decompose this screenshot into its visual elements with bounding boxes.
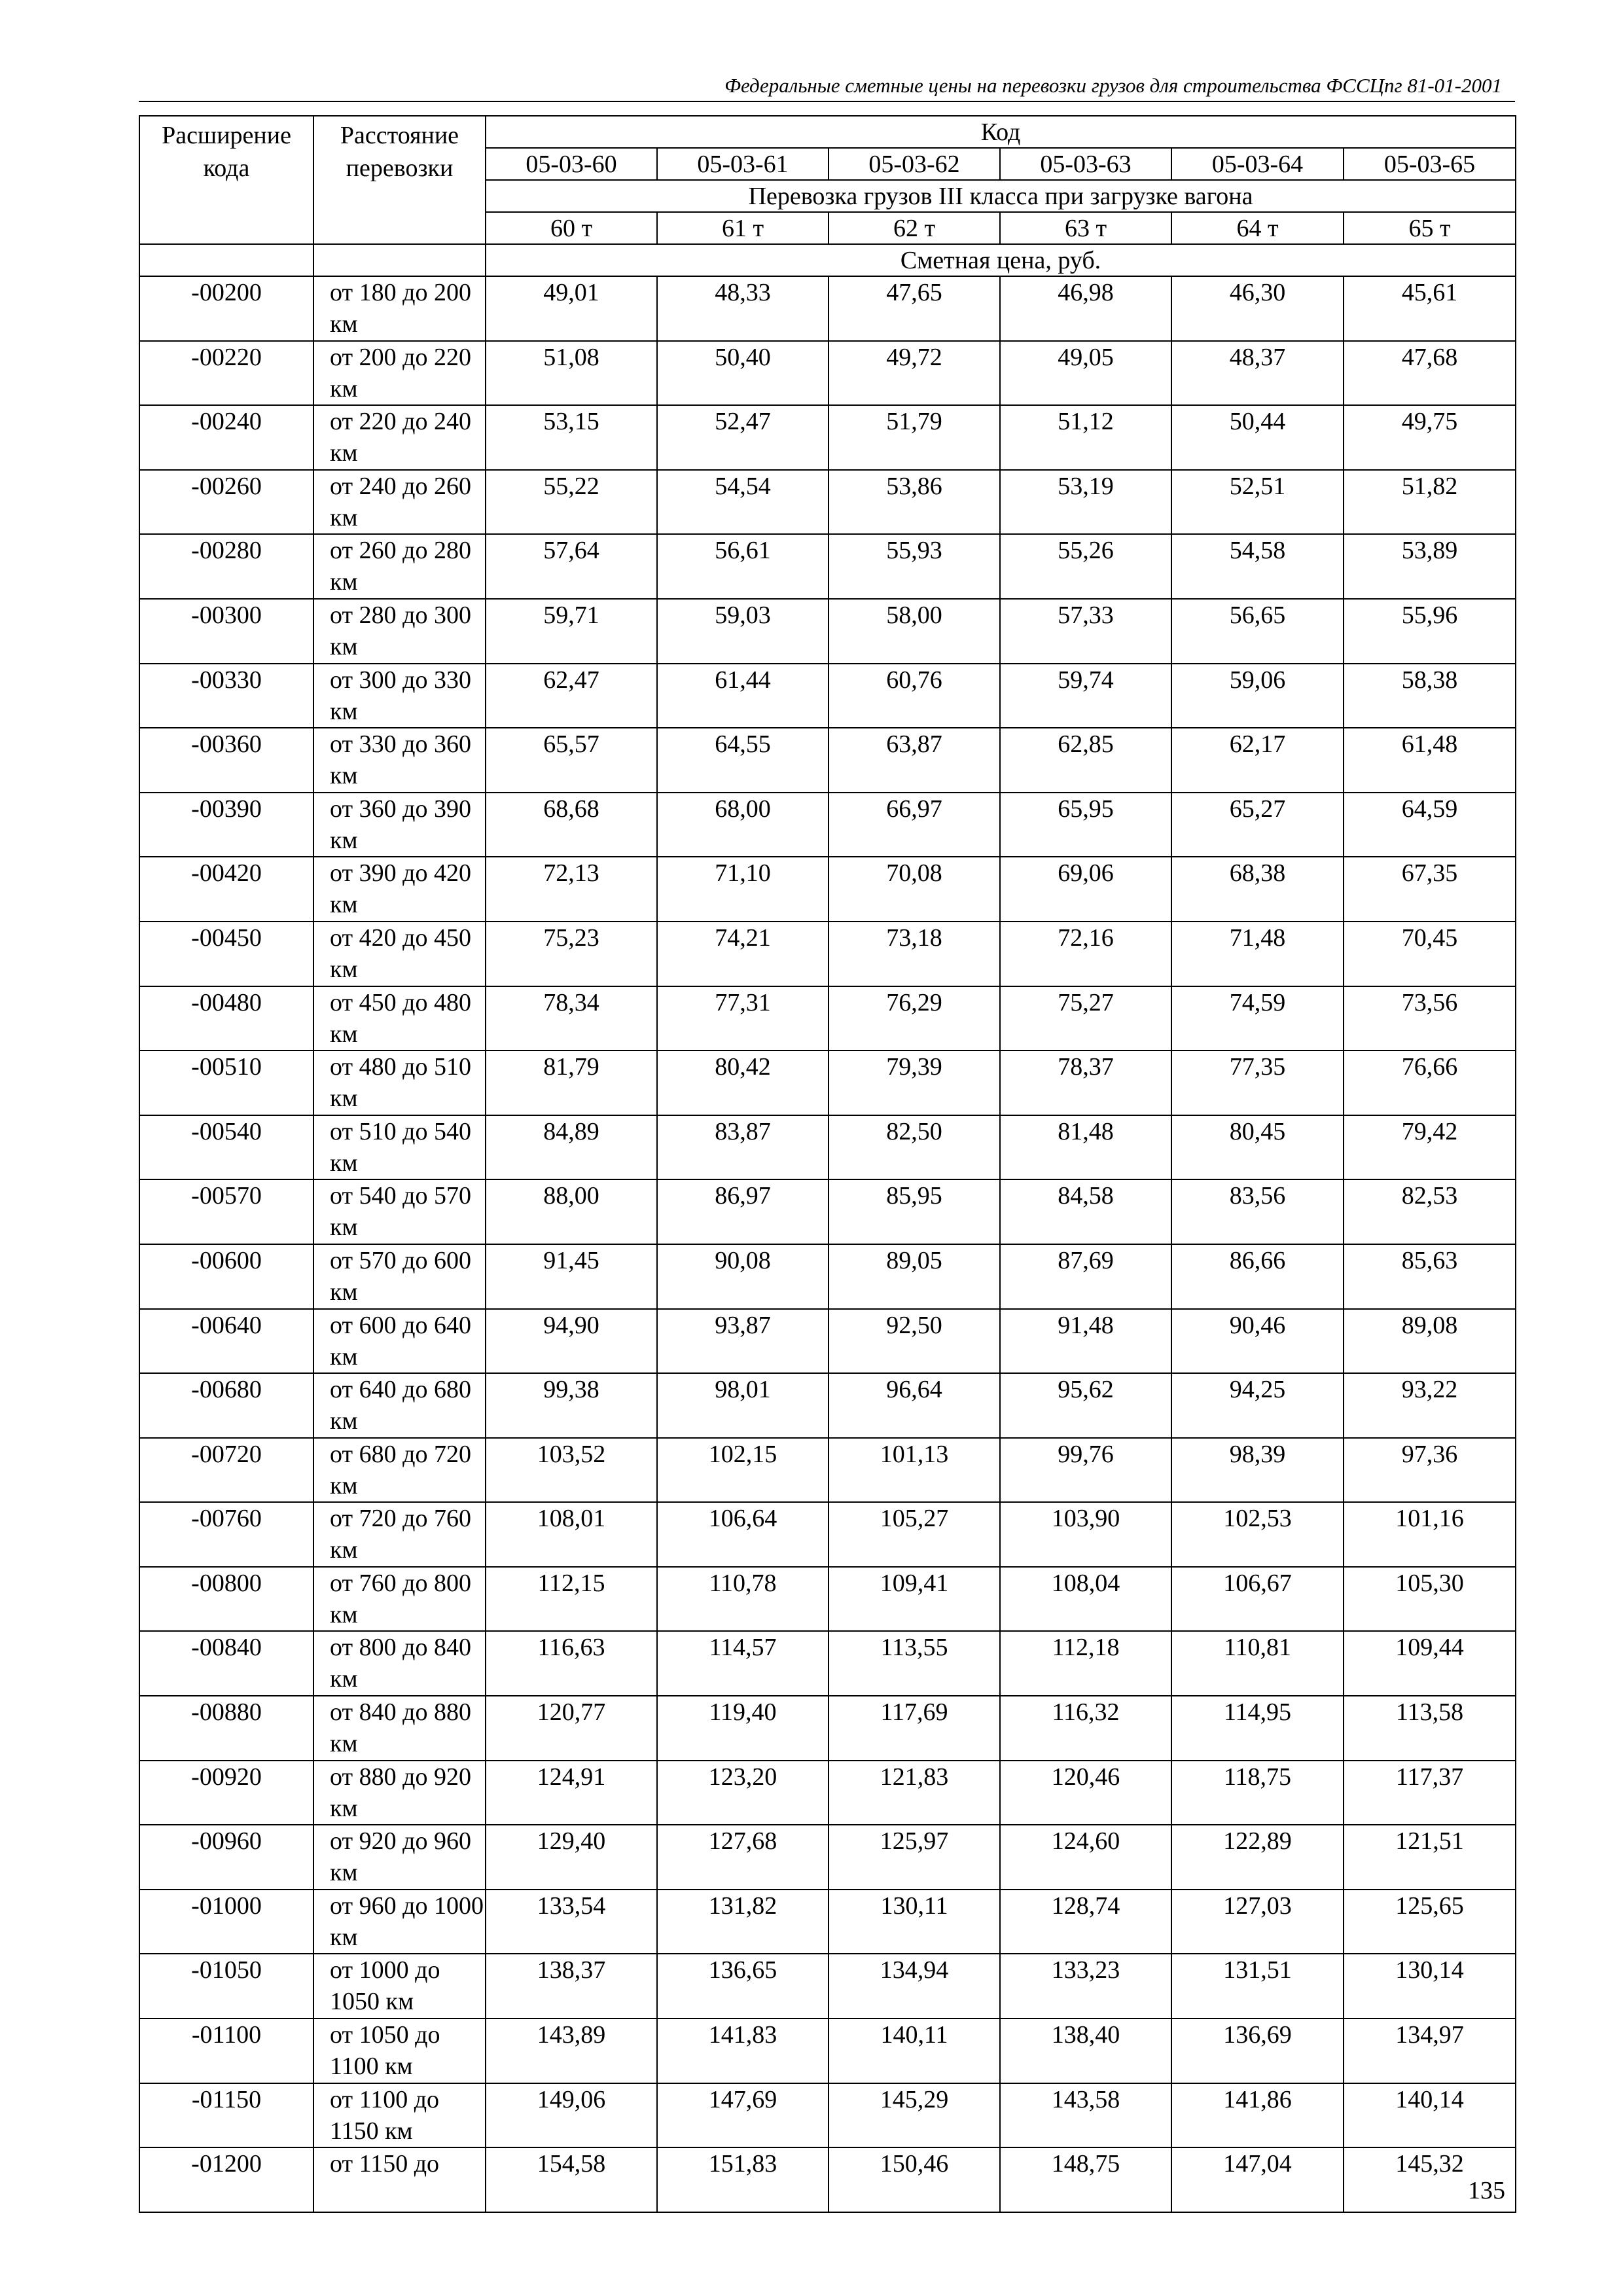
ext-cell: -00220 (139, 341, 313, 406)
distance-cell: от 570 до 600 км (313, 1244, 486, 1309)
header-rule (139, 101, 1515, 102)
price-cell: 108,04 (1000, 1567, 1171, 1632)
price-cell: 112,18 (1000, 1631, 1171, 1696)
distance-cell: от 880 до 920 км (313, 1761, 486, 1825)
price-cell: 86,66 (1171, 1244, 1344, 1309)
distance-cell: от 240 до 260 км (313, 470, 486, 535)
price-cell: 70,45 (1344, 922, 1516, 986)
distance-cell: от 200 до 220 км (313, 341, 486, 406)
price-cell: 121,83 (829, 1761, 1000, 1825)
code-cell: 05-03-61 (657, 148, 829, 180)
ext-cell: -00680 (139, 1373, 313, 1438)
price-header: Сметная цена, руб. (486, 244, 1516, 276)
ext-cell: -00510 (139, 1050, 313, 1115)
price-cell: 55,22 (486, 470, 657, 535)
price-cell: 63,87 (829, 728, 1000, 793)
price-cell: 98,01 (657, 1373, 829, 1438)
price-cell: 88,00 (486, 1179, 657, 1244)
price-cell: 130,11 (829, 1890, 1000, 1954)
distance-cell: от 960 до 1000 км (313, 1890, 486, 1954)
price-cell: 65,95 (1000, 793, 1171, 857)
table-row (139, 986, 1516, 1051)
price-cell: 48,33 (657, 276, 829, 341)
ext-cell: -01200 (139, 2147, 313, 2212)
ext-cell: -01150 (139, 2083, 313, 2148)
price-cell: 76,29 (829, 986, 1000, 1051)
price-cell: 143,89 (486, 2018, 657, 2083)
distance-cell: от 1000 до 1050 км (313, 1954, 486, 2018)
price-cell: 73,18 (829, 922, 1000, 986)
distance-cell: от 600 до 640 км (313, 1309, 486, 1374)
ext-cell: -00960 (139, 1825, 313, 1890)
price-cell: 49,01 (486, 276, 657, 341)
price-cell: 151,83 (657, 2147, 829, 2212)
table-row (139, 2147, 1516, 2212)
distance-cell: от 1150 до (313, 2147, 486, 2212)
price-cell: 71,48 (1171, 922, 1344, 986)
header-row-code (139, 116, 1516, 148)
price-cell: 125,65 (1344, 1890, 1516, 1954)
header-row-price (139, 244, 1516, 276)
table-row (139, 1567, 1516, 1632)
price-cell: 105,27 (829, 1502, 1000, 1567)
price-cell: 79,39 (829, 1050, 1000, 1115)
table-row (139, 1631, 1516, 1696)
distance-cell: от 1100 до 1150 км (313, 2083, 486, 2148)
distance-cell: от 480 до 510 км (313, 1050, 486, 1115)
ext-cell: -00420 (139, 857, 313, 922)
distance-cell: от 680 до 720 км (313, 1438, 486, 1503)
table-row (139, 1244, 1516, 1309)
table-row (139, 1890, 1516, 1954)
price-cell: 78,34 (486, 986, 657, 1051)
price-cell: 83,56 (1171, 1179, 1344, 1244)
price-cell: 143,58 (1000, 2083, 1171, 2148)
table-row (139, 2083, 1516, 2148)
price-cell: 141,86 (1171, 2083, 1344, 2148)
ext-cell: -01100 (139, 2018, 313, 2083)
price-cell: 47,68 (1344, 341, 1516, 406)
ext-cell: -00280 (139, 534, 313, 599)
price-cell: 68,38 (1171, 857, 1344, 922)
price-cell: 123,20 (657, 1761, 829, 1825)
ext-header: Расширение кода (139, 116, 313, 244)
price-cell: 90,46 (1171, 1309, 1344, 1374)
price-cell: 81,48 (1000, 1115, 1171, 1180)
price-cell: 49,75 (1344, 405, 1516, 470)
table-row (139, 1696, 1516, 1761)
price-cell: 58,38 (1344, 664, 1516, 728)
table-row (139, 341, 1516, 406)
price-cell: 133,23 (1000, 1954, 1171, 2018)
distance-cell: от 800 до 840 км (313, 1631, 486, 1696)
price-cell: 97,36 (1344, 1438, 1516, 1503)
price-cell: 145,32 (1344, 2147, 1516, 2212)
price-cell: 84,58 (1000, 1179, 1171, 1244)
code-cell: 05-03-63 (1000, 148, 1171, 180)
price-cell: 53,89 (1344, 534, 1516, 599)
price-cell: 62,47 (486, 664, 657, 728)
ext-cell: -00880 (139, 1696, 313, 1761)
distance-cell: от 720 до 760 км (313, 1502, 486, 1567)
price-cell: 55,93 (829, 534, 1000, 599)
price-cell: 75,27 (1000, 986, 1171, 1051)
price-cell: 101,13 (829, 1438, 1000, 1503)
price-cell: 109,44 (1344, 1631, 1516, 1696)
price-cell: 53,86 (829, 470, 1000, 535)
distance-cell: от 180 до 200 км (313, 276, 486, 341)
distance-cell: от 390 до 420 км (313, 857, 486, 922)
ext-cell: -00240 (139, 405, 313, 470)
price-cell: 53,19 (1000, 470, 1171, 535)
price-cell: 128,74 (1000, 1890, 1171, 1954)
price-cell: 138,37 (486, 1954, 657, 2018)
price-cell: 56,61 (657, 534, 829, 599)
price-cell: 89,05 (829, 1244, 1000, 1309)
table-row (139, 276, 1516, 341)
header-spacer (139, 244, 313, 276)
ext-cell: -00200 (139, 276, 313, 341)
price-cell: 57,64 (486, 534, 657, 599)
price-cell: 51,12 (1000, 405, 1171, 470)
price-cell: 112,15 (486, 1567, 657, 1632)
price-cell: 45,61 (1344, 276, 1516, 341)
distance-cell: от 260 до 280 км (313, 534, 486, 599)
price-cell: 119,40 (657, 1696, 829, 1761)
ext-cell: -00600 (139, 1244, 313, 1309)
price-cell: 140,14 (1344, 2083, 1516, 2148)
price-cell: 129,40 (486, 1825, 657, 1890)
price-cell: 105,30 (1344, 1567, 1516, 1632)
load-cell: 60 т (486, 212, 657, 244)
price-cell: 127,68 (657, 1825, 829, 1890)
distance-cell: от 920 до 960 км (313, 1825, 486, 1890)
price-cell: 54,58 (1171, 534, 1344, 599)
price-cell: 133,54 (486, 1890, 657, 1954)
price-cell: 74,59 (1171, 986, 1344, 1051)
price-cell: 61,48 (1344, 728, 1516, 793)
table-row (139, 1179, 1516, 1244)
price-cell: 93,22 (1344, 1373, 1516, 1438)
price-cell: 110,81 (1171, 1631, 1344, 1696)
price-cell: 46,30 (1171, 276, 1344, 341)
table-row (139, 470, 1516, 535)
table-row (139, 534, 1516, 599)
code-cell: 05-03-60 (486, 148, 657, 180)
price-cell: 80,45 (1171, 1115, 1344, 1180)
price-cell: 94,25 (1171, 1373, 1344, 1438)
price-cell: 68,68 (486, 793, 657, 857)
price-cell: 73,56 (1344, 986, 1516, 1051)
price-cell: 113,58 (1344, 1696, 1516, 1761)
price-cell: 108,01 (486, 1502, 657, 1567)
price-cell: 51,79 (829, 405, 1000, 470)
price-cell: 130,14 (1344, 1954, 1516, 2018)
price-cell: 124,91 (486, 1761, 657, 1825)
ext-cell: -00570 (139, 1179, 313, 1244)
price-cell: 83,87 (657, 1115, 829, 1180)
price-cell: 77,31 (657, 986, 829, 1051)
price-cell: 59,06 (1171, 664, 1344, 728)
price-cell: 74,21 (657, 922, 829, 986)
table-row (139, 405, 1516, 470)
price-cell: 66,97 (829, 793, 1000, 857)
price-cell: 65,57 (486, 728, 657, 793)
page-number: 135 (1468, 2177, 1505, 2204)
code-cell: 05-03-62 (829, 148, 1000, 180)
price-cell: 75,23 (486, 922, 657, 986)
load-cell: 63 т (1000, 212, 1171, 244)
price-cell: 82,53 (1344, 1179, 1516, 1244)
price-cell: 77,35 (1171, 1050, 1344, 1115)
table-row (139, 793, 1516, 857)
price-cell: 145,29 (829, 2083, 1000, 2148)
price-cell: 59,74 (1000, 664, 1171, 728)
price-cell: 53,15 (486, 405, 657, 470)
header-spacer (313, 244, 486, 276)
price-cell: 55,96 (1344, 599, 1516, 664)
table-row (139, 1825, 1516, 1890)
price-cell: 57,33 (1000, 599, 1171, 664)
price-cell: 62,85 (1000, 728, 1171, 793)
table-row (139, 1373, 1516, 1438)
ext-cell: -00450 (139, 922, 313, 986)
price-cell: 95,62 (1000, 1373, 1171, 1438)
price-cell: 147,04 (1171, 2147, 1344, 2212)
price-cell: 61,44 (657, 664, 829, 728)
table-header (139, 116, 1516, 276)
price-cell: 134,94 (829, 1954, 1000, 2018)
price-cell: 117,37 (1344, 1761, 1516, 1825)
price-cell: 50,40 (657, 341, 829, 406)
table-row (139, 1761, 1516, 1825)
distance-cell: от 760 до 800 км (313, 1567, 486, 1632)
ext-cell: -00920 (139, 1761, 313, 1825)
price-cell: 116,63 (486, 1631, 657, 1696)
price-cell: 131,82 (657, 1890, 829, 1954)
distance-cell: от 1050 до 1100 км (313, 2018, 486, 2083)
price-cell: 109,41 (829, 1567, 1000, 1632)
price-cell: 65,27 (1171, 793, 1344, 857)
distance-cell: от 510 до 540 км (313, 1115, 486, 1180)
ext-cell: -00330 (139, 664, 313, 728)
price-cell: 72,16 (1000, 922, 1171, 986)
price-cell: 76,66 (1344, 1050, 1516, 1115)
load-cell: 61 т (657, 212, 829, 244)
price-cell: 136,69 (1171, 2018, 1344, 2083)
table-row (139, 1502, 1516, 1567)
price-cell: 89,08 (1344, 1309, 1516, 1374)
price-cell: 114,95 (1171, 1696, 1344, 1761)
price-cell: 84,89 (486, 1115, 657, 1180)
distance-cell: от 330 до 360 км (313, 728, 486, 793)
price-cell: 148,75 (1000, 2147, 1171, 2212)
price-cell: 117,69 (829, 1696, 1000, 1761)
ext-cell: -00260 (139, 470, 313, 535)
price-cell: 51,08 (486, 341, 657, 406)
load-cell: 62 т (829, 212, 1000, 244)
price-cell: 49,05 (1000, 341, 1171, 406)
price-cell: 69,06 (1000, 857, 1171, 922)
ext-cell: -00640 (139, 1309, 313, 1374)
price-cell: 120,46 (1000, 1761, 1171, 1825)
price-cell: 131,51 (1171, 1954, 1344, 2018)
price-cell: 91,48 (1000, 1309, 1171, 1374)
price-cell: 124,60 (1000, 1825, 1171, 1890)
dist-header: Расстояние перевозки (313, 116, 486, 244)
price-cell: 52,51 (1171, 470, 1344, 535)
price-cell: 96,64 (829, 1373, 1000, 1438)
price-cell: 86,97 (657, 1179, 829, 1244)
price-cell: 55,26 (1000, 534, 1171, 599)
price-cell: 50,44 (1171, 405, 1344, 470)
ext-cell: -00840 (139, 1631, 313, 1696)
price-table (139, 115, 1516, 2213)
price-cell: 59,71 (486, 599, 657, 664)
cargo-header: Перевозка грузов III класса при загрузке вагона (486, 180, 1516, 212)
price-cell: 102,15 (657, 1438, 829, 1503)
price-cell: 138,40 (1000, 2018, 1171, 2083)
price-cell: 140,11 (829, 2018, 1000, 2083)
price-cell: 120,77 (486, 1696, 657, 1761)
price-cell: 62,17 (1171, 728, 1344, 793)
ext-cell: -00760 (139, 1502, 313, 1567)
price-cell: 85,95 (829, 1179, 1000, 1244)
table-row (139, 857, 1516, 922)
distance-cell: от 220 до 240 км (313, 405, 486, 470)
price-cell: 54,54 (657, 470, 829, 535)
price-cell: 92,50 (829, 1309, 1000, 1374)
price-cell: 51,82 (1344, 470, 1516, 535)
ext-cell: -00360 (139, 728, 313, 793)
ext-cell: -00540 (139, 1115, 313, 1180)
price-cell: 125,97 (829, 1825, 1000, 1890)
price-cell: 52,47 (657, 405, 829, 470)
price-cell: 94,90 (486, 1309, 657, 1374)
distance-cell: от 360 до 390 км (313, 793, 486, 857)
table-row (139, 1050, 1516, 1115)
price-cell: 141,83 (657, 2018, 829, 2083)
price-cell: 64,59 (1344, 793, 1516, 857)
ext-cell: -01000 (139, 1890, 313, 1954)
price-cell: 134,97 (1344, 2018, 1516, 2083)
distance-cell: от 450 до 480 км (313, 986, 486, 1051)
price-cell: 68,00 (657, 793, 829, 857)
price-cell: 113,55 (829, 1631, 1000, 1696)
price-cell: 72,13 (486, 857, 657, 922)
price-cell: 106,67 (1171, 1567, 1344, 1632)
price-cell: 154,58 (486, 2147, 657, 2212)
price-cell: 114,57 (657, 1631, 829, 1696)
price-cell: 93,87 (657, 1309, 829, 1374)
ext-cell: -00300 (139, 599, 313, 664)
price-cell: 79,42 (1344, 1115, 1516, 1180)
price-cell: 48,37 (1171, 341, 1344, 406)
price-cell: 47,65 (829, 276, 1000, 341)
price-cell: 110,78 (657, 1567, 829, 1632)
table-row (139, 1115, 1516, 1180)
code-cell: 05-03-65 (1344, 148, 1516, 180)
price-cell: 56,65 (1171, 599, 1344, 664)
distance-cell: от 840 до 880 км (313, 1696, 486, 1761)
price-cell: 67,35 (1344, 857, 1516, 922)
ext-cell: -00800 (139, 1567, 313, 1632)
price-cell: 82,50 (829, 1115, 1000, 1180)
price-cell: 99,76 (1000, 1438, 1171, 1503)
price-cell: 70,08 (829, 857, 1000, 922)
ext-cell: -00720 (139, 1438, 313, 1503)
table-row (139, 2018, 1516, 2083)
price-cell: 118,75 (1171, 1761, 1344, 1825)
price-cell: 106,64 (657, 1502, 829, 1567)
price-cell: 60,76 (829, 664, 1000, 728)
distance-cell: от 540 до 570 км (313, 1179, 486, 1244)
price-cell: 121,51 (1344, 1825, 1516, 1890)
ext-cell: -00480 (139, 986, 313, 1051)
ext-cell: -00390 (139, 793, 313, 857)
price-cell: 59,03 (657, 599, 829, 664)
price-cell: 102,53 (1171, 1502, 1344, 1567)
price-cell: 150,46 (829, 2147, 1000, 2212)
table-row (139, 1954, 1516, 2018)
table-row (139, 1309, 1516, 1374)
price-cell: 103,52 (486, 1438, 657, 1503)
price-cell: 71,10 (657, 857, 829, 922)
price-cell: 85,63 (1344, 1244, 1516, 1309)
load-cell: 65 т (1344, 212, 1516, 244)
price-cell: 98,39 (1171, 1438, 1344, 1503)
price-cell: 90,08 (657, 1244, 829, 1309)
price-cell: 87,69 (1000, 1244, 1171, 1309)
price-cell: 64,55 (657, 728, 829, 793)
price-cell: 99,38 (486, 1373, 657, 1438)
distance-cell: от 420 до 450 км (313, 922, 486, 986)
price-cell: 81,79 (486, 1050, 657, 1115)
price-cell: 136,65 (657, 1954, 829, 2018)
price-cell: 49,72 (829, 341, 1000, 406)
price-cell: 122,89 (1171, 1825, 1344, 1890)
price-cell: 103,90 (1000, 1502, 1171, 1567)
code-cell: 05-03-64 (1171, 148, 1344, 180)
price-cell: 147,69 (657, 2083, 829, 2148)
distance-cell: от 280 до 300 км (313, 599, 486, 664)
code-header: Код (486, 116, 1516, 148)
table-row (139, 599, 1516, 664)
price-cell: 101,16 (1344, 1502, 1516, 1567)
price-cell: 58,00 (829, 599, 1000, 664)
table-row (139, 1438, 1516, 1503)
load-cell: 64 т (1171, 212, 1344, 244)
price-cell: 149,06 (486, 2083, 657, 2148)
running-header: Федеральные сметные цены на перевозки грузов для строительства ФССЦпг 81-01-2001 (724, 74, 1502, 97)
table-body (139, 276, 1516, 2212)
table-row (139, 728, 1516, 793)
ext-cell: -01050 (139, 1954, 313, 2018)
table-row (139, 664, 1516, 728)
price-cell: 46,98 (1000, 276, 1171, 341)
price-cell: 91,45 (486, 1244, 657, 1309)
price-cell: 116,32 (1000, 1696, 1171, 1761)
price-cell: 127,03 (1171, 1890, 1344, 1954)
price-cell: 78,37 (1000, 1050, 1171, 1115)
distance-cell: от 300 до 330 км (313, 664, 486, 728)
price-cell: 80,42 (657, 1050, 829, 1115)
table-row (139, 922, 1516, 986)
distance-cell: от 640 до 680 км (313, 1373, 486, 1438)
